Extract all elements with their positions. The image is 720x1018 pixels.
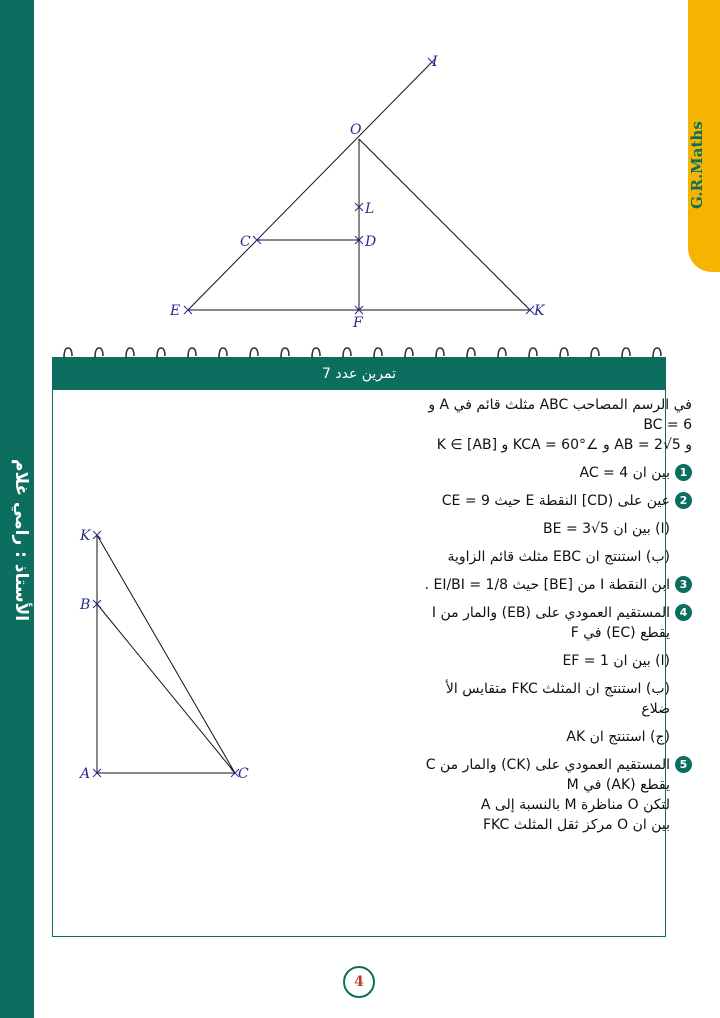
question-number: 2 (675, 492, 692, 509)
line-EI (188, 62, 432, 310)
intro-line: BC = 6 (643, 417, 692, 433)
page-number: 4 (343, 966, 375, 998)
side-BC (97, 604, 235, 773)
question-5: 5 المستقيم العمودي على (CK) والمار من C يقطع (AK) في M لتكن O مناظرة M بالنسبة إلى A بين ان O مركز ثقل المثلث FKC (382, 755, 692, 835)
label-I: I (432, 54, 438, 70)
ring-icon (436, 348, 444, 358)
question-1: 1 بين ان AC = 4 (382, 463, 692, 483)
binder-rings (52, 334, 666, 362)
ring-icon (95, 348, 103, 358)
top-figure (160, 50, 560, 340)
question-4: 4 المستقيم العمودي على (EB) والمار من I يقطع (EC) في F (382, 603, 692, 643)
label-E: E (170, 303, 181, 319)
label-A: A (80, 766, 91, 782)
ring-icon (312, 348, 320, 358)
label-C2: C (238, 766, 249, 782)
triangle-figure (70, 520, 270, 790)
question-2: 2 عين على (CD] النقطة E حيث CE = 9 (382, 491, 692, 511)
ring-icon (64, 348, 72, 358)
ring-icon (591, 348, 599, 358)
label-D: D (365, 234, 377, 250)
line-OK (359, 139, 530, 310)
brand-label: G.R.Maths (688, 121, 706, 209)
ring-icon (405, 348, 413, 358)
exercise-title: تمرين عدد 7 (53, 358, 665, 390)
question-4a: (ا) بين ان EF = 1 (562, 653, 670, 669)
label-K2: K (80, 528, 91, 544)
author-label: الأستاذ : رامي غلام (11, 458, 31, 622)
question-number: 5 (675, 756, 692, 773)
ring-icon (529, 348, 537, 358)
ring-icon (622, 348, 630, 358)
ring-icon (188, 348, 196, 358)
label-O: O (350, 122, 362, 138)
ring-icon (374, 348, 382, 358)
ring-icon (250, 348, 258, 358)
label-L: L (365, 201, 375, 217)
intro-line: في الرسم المصاحب ABC مثلث قائم في A و (428, 397, 692, 413)
ring-icon (498, 348, 506, 358)
label-C: C (240, 234, 251, 250)
label-K: K (534, 303, 545, 319)
ring-icon (653, 348, 661, 358)
question-4c: (ج) استنتج ان AK (566, 729, 670, 745)
label-F: F (353, 315, 363, 331)
ring-icon (281, 348, 289, 358)
ring-icon (560, 348, 568, 358)
intro-line: و AB = 2√5 و ∠KCA = 60° و K ∈ [AB] (436, 437, 692, 453)
question-3: 3 ابن النقطة I من [BE] حيث EI/BI = 1/8 . (382, 575, 692, 595)
question-number: 3 (675, 576, 692, 593)
question-number: 1 (675, 464, 692, 481)
side-KC (97, 535, 235, 773)
question-2b: (ب) استنتج ان EBC مثلث قائم الزاوية (447, 549, 670, 565)
exercise-content (382, 395, 692, 835)
ring-icon (157, 348, 165, 358)
question-4b: (ب) استنتج ان المثلث FKC متقايس الأ ضلاع (445, 681, 670, 717)
question-2a: (ا) بين ان BE = 3√5 (543, 521, 670, 537)
ring-icon (126, 348, 134, 358)
brand-tab (688, 0, 720, 272)
ring-icon (343, 348, 351, 358)
question-number: 4 (675, 604, 692, 621)
label-B: B (80, 597, 91, 613)
ring-icon (219, 348, 227, 358)
ring-icon (467, 348, 475, 358)
